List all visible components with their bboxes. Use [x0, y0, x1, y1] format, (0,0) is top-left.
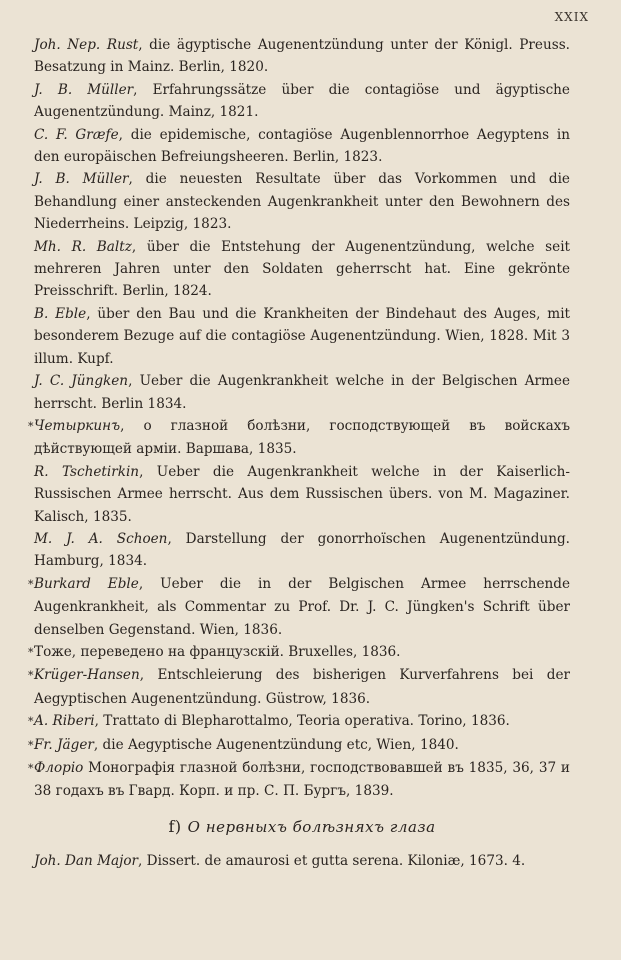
entry-author: M. J. A. Schoen	[34, 530, 168, 547]
page-number: XXIX	[554, 10, 589, 24]
bibliography-entry: *Четыркинъ, о глазной болѣзни, господствующей въ войскахъ дѣйствующей арміи. Варшава, 1835.	[28, 417, 570, 458]
entry-text: , Ueber die Augenkrankheit welche in der Kaiserlich-Russischen Armee herrscht. Aus dem Russischen übers. von M. Magaziner. Kalisch, 1835.	[34, 463, 570, 525]
section-title: О нервныхъ болѣзняхъ глаза	[187, 817, 436, 836]
entry-text: , die epidemische, contagiöse Augenblennorrhoe Aegyptens in den europäischen Befreiungsheeren. Berlin, 1823.	[34, 126, 570, 166]
bibliography-entry: *Флоріо Монографія глазной болѣзни, господствовавшей въ 1835, 36, 37 и 38 годахъ въ Гвард. Корп. и пр. С. П. Бургъ, 1839.	[28, 760, 570, 800]
entry-text: , die Aegyptische Augenentzündung etc, Wien, 1840.	[93, 736, 459, 753]
bibliography-entry: *Fr. Jäger, die Aegyptische Augenentzündung etc, Wien, 1840.	[28, 736, 459, 753]
entry-author: Четыркинъ	[34, 417, 121, 434]
entry-text: , Erfahrungssätze über die contagiöse und ägyptische Augenentzündung. Mainz, 1821.	[34, 81, 570, 121]
entry-author: B. Eble	[34, 305, 87, 322]
entry-text: , Ueber die Augenkrankheit welche in der Belgischen Armee herrscht. Berlin 1834.	[34, 373, 571, 412]
bibliography-entry: *A. Riberi, Trattato di Blepharottalmo, Teoria operativa. Torino, 1836.	[28, 713, 510, 730]
entry-text: , die neuesten Resultate über das Vorkommen und die Behandlung einer ansteckenden Augenkrankheit unter den Bewohnern des Niederrheins. Leipzig, 1823.	[34, 171, 570, 233]
bibliography-entry: *Burkard Eble, Ueber die in der Belgischen Armee herrschende Augenkrankheit, als Commentar zu Prof. Dr. J. C. Jüngken's Schrift über denselben Gegenstand. Wien, 1836.	[28, 575, 570, 638]
entry-text: , Darstellung der gonorrhoïschen Augenentzündung. Hamburg, 1834.	[34, 530, 570, 570]
entry-text: Тоже, переведено на французскій. Bruxelles, 1836.	[34, 643, 401, 660]
entry-author: R. Tschetirkin	[34, 463, 140, 480]
entry-author: Joh. Dan Major	[34, 852, 139, 869]
entry-text: , Trattato di Blepharottalmo, Teoria operativa. Torino, 1836.	[94, 713, 510, 730]
bibliography-entry	[34, 34, 570, 79]
entry-author: Joh. Nep. Rust	[34, 37, 139, 53]
entry-author: Krüger-Hansen	[34, 667, 140, 684]
bibliography-entry	[34, 303, 570, 370]
entry-text: Монографія глазной болѣзни, господствовавшей въ 1835, 36, 37 и 38 годахъ въ Гвард. Корп. и пр. С. П. Бургъ, 1839.	[34, 760, 570, 800]
bibliography-entry	[34, 168, 570, 235]
entry-text: , Entschleierung des bisherigen Kurverfahrens bei der Aegyptischen Augenentzündung. Güstrow, 1836.	[34, 667, 570, 707]
bibliography-entry	[34, 79, 570, 124]
section-heading	[34, 817, 570, 836]
entry-author: Fr. Jäger	[34, 736, 94, 753]
entry-text: , die ägyptische Augenentzündung unter der Königl. Preuss. Besatzung in Mainz. Berlin, 1820.	[34, 37, 570, 76]
bibliography-entry	[34, 124, 570, 169]
entry-author: Mh. R. Baltz	[34, 238, 132, 255]
bibliography-entry	[34, 236, 570, 303]
entry-text: , Ueber die in der Belgischen Armee herrschende Augenkrankheit, als Commentar zu Prof. Dr. J. C. Jüngken's Schrift über denselben Gegenstand. Wien, 1836.	[34, 575, 570, 638]
bibliography-list	[28, 34, 571, 872]
entry-text: , über den Bau und die Krankheiten der Bindehaut des Auges, mit besonderem Bezuge auf die contagiöse Augenentzündung. Wien, 1828. Mit 3 illum. Kupf.	[34, 305, 571, 367]
bibliography-entry	[34, 370, 570, 415]
entry-author: Burkard Eble	[34, 575, 139, 592]
entry-author: Флоріо	[34, 760, 84, 776]
entry-text: , о глазной болѣзни, господствующей въ войскахъ дѣйствующей арміи. Варшава, 1835.	[34, 417, 570, 458]
bibliography-entry: *Тоже, переведено на французскій. Bruxelles, 1836.	[28, 643, 401, 660]
entry-author: J. C. Jüngken	[34, 373, 129, 390]
entry-author: A. Riberi	[34, 713, 95, 730]
entry-text: , Dissert. de amaurosi et gutta serena. Kiloniæ, 1673. 4.	[138, 852, 526, 869]
bibliography-entry	[34, 461, 570, 528]
section-letter: f)	[168, 816, 182, 836]
entry-author: C. F. Græfe	[34, 126, 119, 143]
bibliography-entry	[34, 528, 570, 573]
entry-text: , über die Entstehung der Augenentzündung, welche seit mehreren Jahren unter den Soldaten geherrscht hat. Eine gekrönte Preisschrift. Berlin, 1824.	[34, 238, 571, 300]
entry-author: J. B. Müller	[34, 81, 134, 98]
entry-author: J. B. Müller	[34, 171, 129, 188]
bibliography-entry	[34, 850, 570, 872]
bibliography-entry: *Krüger-Hansen, Entschleierung des bisherigen Kurverfahrens bei der Aegyptischen Augenentzündung. Güstrow, 1836.	[28, 667, 570, 707]
